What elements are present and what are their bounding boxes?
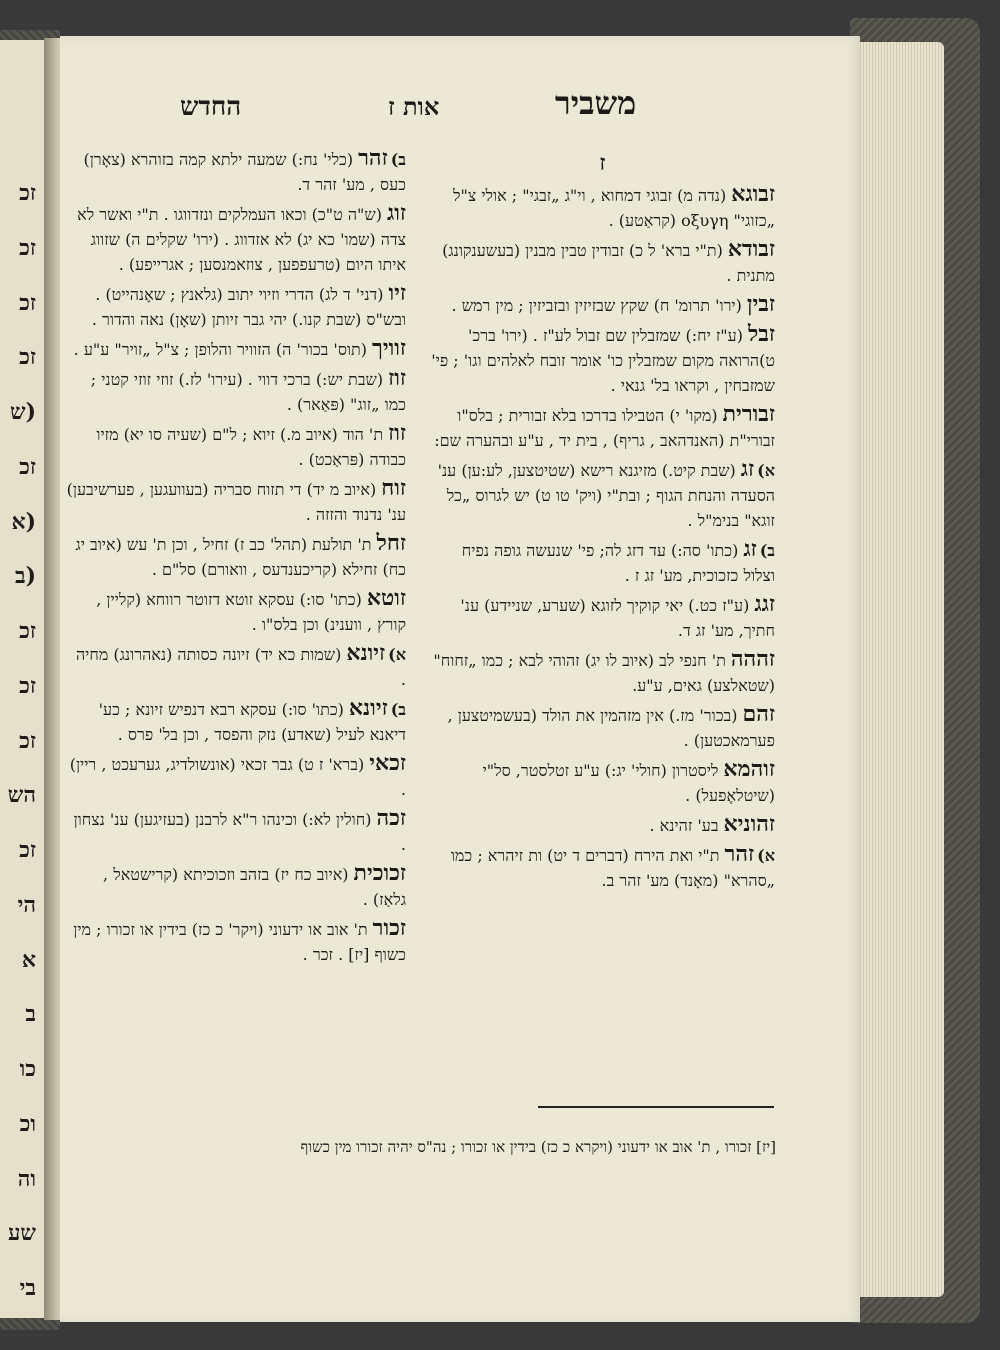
- entry-definition: (איוב כח יז) בזהב וזכוכיתא (קרישטאל , גלאַז) .: [103, 865, 406, 909]
- entry-definition: (ירו' תרומ' ח) שקץ שבזיזין ובזביזין ; מין רמש .: [451, 296, 742, 315]
- right-column: [430, 150, 775, 897]
- left-page-fragment: זכ: [19, 453, 36, 480]
- left-page-fragment: (ב: [14, 563, 36, 590]
- entry-headword: זוז: [388, 365, 406, 391]
- left-page-fragment: זכ: [19, 618, 36, 645]
- entry-number: ב): [390, 150, 406, 169]
- entry-headword: זג: [740, 456, 755, 482]
- left-page-fragment: שע: [7, 1220, 36, 1247]
- footnote: [יז] זכורו , ת' אוב או ידעוני (ויקרא כ כז) בידין או זכורו ; נה"ס יהיה זכורו מין כשוף: [300, 1138, 776, 1156]
- dictionary-entry: [430, 322, 775, 398]
- dictionary-entry: [66, 366, 406, 417]
- entry-definition: (מקו' י) הטבילו בדרכו בלא זבורית ; בלס"ו זבורי"ת (האנדהאב , גריף) , בית יד , ע"ע ובהערה שם:: [434, 406, 775, 450]
- dictionary-entry: [66, 806, 406, 857]
- entry-definition: (ע"ז כט.) יאי קוקיך לזוגא (שערע, שניידע) ענ' חתיך, מע' זג ד.: [460, 596, 775, 640]
- entry-definition: (ברא' ז ט) גבר זכאי (אונשולדיג, גערעכט , ריין) .: [69, 755, 406, 799]
- entry-headword: זהוניא: [723, 811, 775, 837]
- entry-headword: זהם: [742, 701, 775, 727]
- entry-definition: בע' זהינא .: [649, 816, 719, 835]
- left-page-fragment: א: [21, 946, 36, 973]
- dictionary-entry: [430, 592, 775, 643]
- left-page-fragment: זכ: [19, 344, 36, 371]
- left-column: [66, 146, 406, 971]
- entry-headword: זוהמא: [723, 756, 775, 782]
- entry-headword: זכה: [376, 805, 406, 831]
- entry-definition: (שבת קיט.) מזיגנא רישא (שטיטצען, לע:ען) ענ' הסעדה והנחת הגוף ; ובת"י (ויק' טו ט) יש לגרוס „כל זוגא" בנימ"ל .: [437, 461, 775, 530]
- dictionary-entry: [430, 842, 775, 893]
- left-page: [0, 40, 50, 1318]
- left-page-fragment: זכ: [19, 672, 36, 699]
- left-page-fragment: (ש: [10, 399, 36, 426]
- entry-definition: ת' אוב או ידעוני (ויקר' כ כז) בידין או זכורו ; מין כשוף [יז] . זכר .: [73, 920, 406, 964]
- dictionary-entry: [66, 421, 406, 472]
- left-page-fragments: [0, 180, 40, 1350]
- entry-definition: ת' חנפי לב (איוב לו יג) זהוהי לבא ; כמו „זחוח" (שטאלצע) גאים, ע"ע.: [433, 651, 775, 695]
- dictionary-entry: [66, 476, 406, 527]
- dictionary-entry: [66, 751, 406, 802]
- entry-definition: (דני' ד לג) הדרי וזיוי יתוב (גלאנץ ; שאָנהייט) . ובש"ס (שבת קנו.) יהי גבר זיותן (שאָן) נאה והדור .: [91, 285, 406, 329]
- left-page-fragment: זכ: [19, 837, 36, 864]
- section-letter: ז: [599, 150, 606, 176]
- dictionary-entry: [66, 336, 406, 362]
- dictionary-entry: [66, 916, 406, 967]
- entry-headword: זוויך: [372, 335, 406, 361]
- entry-definition: (בכור' מז.) אין מזהמין את הולד (בעשמיטצען , פערמאכטען) .: [447, 706, 775, 750]
- dictionary-entry: [66, 146, 406, 197]
- entry-headword: זוז: [388, 420, 406, 446]
- entry-headword: זהר: [724, 841, 755, 867]
- dictionary-entry: [430, 402, 775, 453]
- left-page-fragment: הש: [7, 782, 36, 809]
- entry-headword: זוטא: [366, 585, 406, 611]
- entry-headword: זהר: [358, 145, 388, 171]
- entry-definition: (כלי' נח:) שמעה ילתא קמה בזוהרא (צאָרן) כעס , מע' זהר ד.: [83, 150, 406, 194]
- dictionary-entry: [430, 702, 775, 753]
- entry-headword: זיונא: [348, 695, 388, 721]
- entry-definition: (תוס' בכור' ה) הזוויר והלופן ; צ"ל „זויר" ע"ע .: [73, 340, 368, 359]
- dictionary-entry: [430, 237, 775, 288]
- entry-definition: (שמות כא יד) זיונה כסותה (נאהרונג) מחיה .: [75, 645, 406, 689]
- left-page-fragment: זכ: [19, 727, 36, 754]
- left-page-fragment: וה: [17, 1165, 36, 1192]
- entry-definition: (ש"ה ט"כ) וכאו העמלקים ונזדווגו . ת"י ואשר לא צדה (שמו' כא יג) לא אזדווג . (ירו' שקלים ה) שזווג איתו היום (טרעפפען , צוזאמנסען ; אגרייפע) .: [77, 205, 406, 274]
- entry-headword: זיו: [388, 280, 406, 306]
- entry-headword: זיונא: [346, 640, 386, 666]
- entry-headword: זג: [743, 536, 757, 562]
- entry-definition: (כתו' סה:) עד דזג לה; פי' שנעשה גופה נפיח וצלול כזכוכית, מע' זג ז .: [461, 541, 775, 585]
- entry-definition: (כתו' סו:) עסקא רבא דנפיש זיונא ; כע' דיאנא לעיל (שאדע) נזק והפסד , וכן בל' פרס .: [98, 700, 406, 744]
- section-header-letter: אות ז: [388, 92, 440, 121]
- footnote-rule: [538, 1106, 774, 1108]
- dictionary-entry: [430, 537, 775, 588]
- entry-definition: (נדה מ) זבוגי דמחוא , וי"ג „זבגי" ; אולי צ"ל „כזוגי" οξυγη (קראַטע) .: [453, 186, 775, 230]
- left-page-fragment: זכ: [19, 289, 36, 316]
- entry-headword: זכוכית: [353, 860, 406, 886]
- entry-definition: ליסטרון (חולי' יג:) ע"ע זטלסטר, סל"י (שיטלאֶפעל) .: [482, 761, 775, 805]
- dictionary-entry: [430, 647, 775, 698]
- entry-headword: זגג: [754, 591, 775, 617]
- left-page-fragment: זכ: [19, 180, 36, 206]
- dictionary-entry: [430, 457, 775, 533]
- dictionary-entry: [66, 586, 406, 637]
- dictionary-entry: [66, 641, 406, 692]
- dictionary-entry: [430, 292, 775, 318]
- entry-number: א): [388, 645, 406, 664]
- entry-number: ב): [759, 541, 775, 560]
- entry-headword: זההה: [730, 646, 775, 672]
- dictionary-entry: [66, 531, 406, 582]
- entry-definition: (איוב מ יד) די תזוח סבריה (בעוועגען , פערשיבען) ענ' נדנוד והזזה .: [66, 480, 406, 524]
- dictionary-entry: [66, 861, 406, 912]
- entry-headword: זבורית: [722, 401, 775, 427]
- entry-headword: זוג: [386, 200, 406, 226]
- entry-number: א): [757, 461, 775, 480]
- entry-definition: (כתו' סו:) עסקא זוטא דזוטר רווחא (קליין , קורץ , ווענינ) וכן בלס"ו .: [96, 590, 406, 634]
- entry-headword: זוח: [381, 475, 406, 501]
- entry-headword: זבין: [746, 291, 775, 317]
- running-title: משביר: [555, 84, 637, 122]
- entry-headword: זבל: [747, 321, 775, 347]
- entry-definition: (חולין לא:) וכינהו ר"א לרבנן (בעזיגען) ענ' נצחון .: [73, 810, 406, 854]
- left-page-fragment: ב: [25, 1001, 36, 1028]
- dictionary-entry: [430, 757, 775, 808]
- dictionary-entry: [430, 812, 775, 838]
- page-edges: [852, 42, 944, 1297]
- entry-definition: (ת"י ברא' ל כ) זבודין טבין מבנין (בעשענקונג) מתנית .: [442, 241, 775, 285]
- dictionary-entry: [66, 281, 406, 332]
- entry-definition: ת"י ואת הירח (דברים ד יט) ות זיהרא ; כמו „סהרא" (מאָנד) מע' זהר ב.: [450, 846, 775, 890]
- entry-definition: ת' הוד (איוב מ.) זיוא ; ל"ם (שעיה סו יא) מזיו כבודה (פּראַכט) .: [96, 425, 406, 469]
- dictionary-entry: [66, 696, 406, 747]
- entry-headword: זחל: [376, 530, 406, 556]
- entry-number: א): [757, 846, 775, 865]
- entry-headword: זכאי: [369, 750, 406, 776]
- dictionary-entry: [66, 201, 406, 277]
- entry-headword: זכור: [372, 915, 406, 941]
- left-page-fragment: בי: [19, 1275, 36, 1302]
- left-page-fragment: (א: [11, 508, 36, 535]
- entry-definition: ת' תולעת (תהל' כב ז) זחיל , וכן ת' עש (איוב יג כח) זחילא (קריכענדעס , וואורם) סל"ם .: [75, 535, 406, 579]
- left-page-fragment: הי: [17, 891, 36, 918]
- left-page-fragment: וכ: [19, 1110, 36, 1137]
- left-page-fragment: כו: [19, 1056, 36, 1083]
- entry-definition: (ע"ז יח:) שמזבלין שם זבול לע"ז . (ירו' ברכ' ט)הרואה מקום שמזבלין כו' אומר זובח לאלהים וגו' ; פי' שמזבחין , וקראו בל' גנאי .: [431, 326, 775, 395]
- dictionary-entry: [430, 182, 775, 233]
- entry-definition: (שבת יש:) ברכי דווי . (עירו' לז.) זוזי זוזי קטני ; כמו „זוג" (פּאַאר) .: [90, 370, 406, 414]
- running-head-right: החדש: [180, 92, 242, 122]
- entry-headword: זבוגא: [731, 181, 775, 207]
- entry-headword: זבודא: [727, 236, 775, 262]
- entry-number: ב): [390, 700, 406, 719]
- left-page-fragment: זכ: [19, 234, 36, 261]
